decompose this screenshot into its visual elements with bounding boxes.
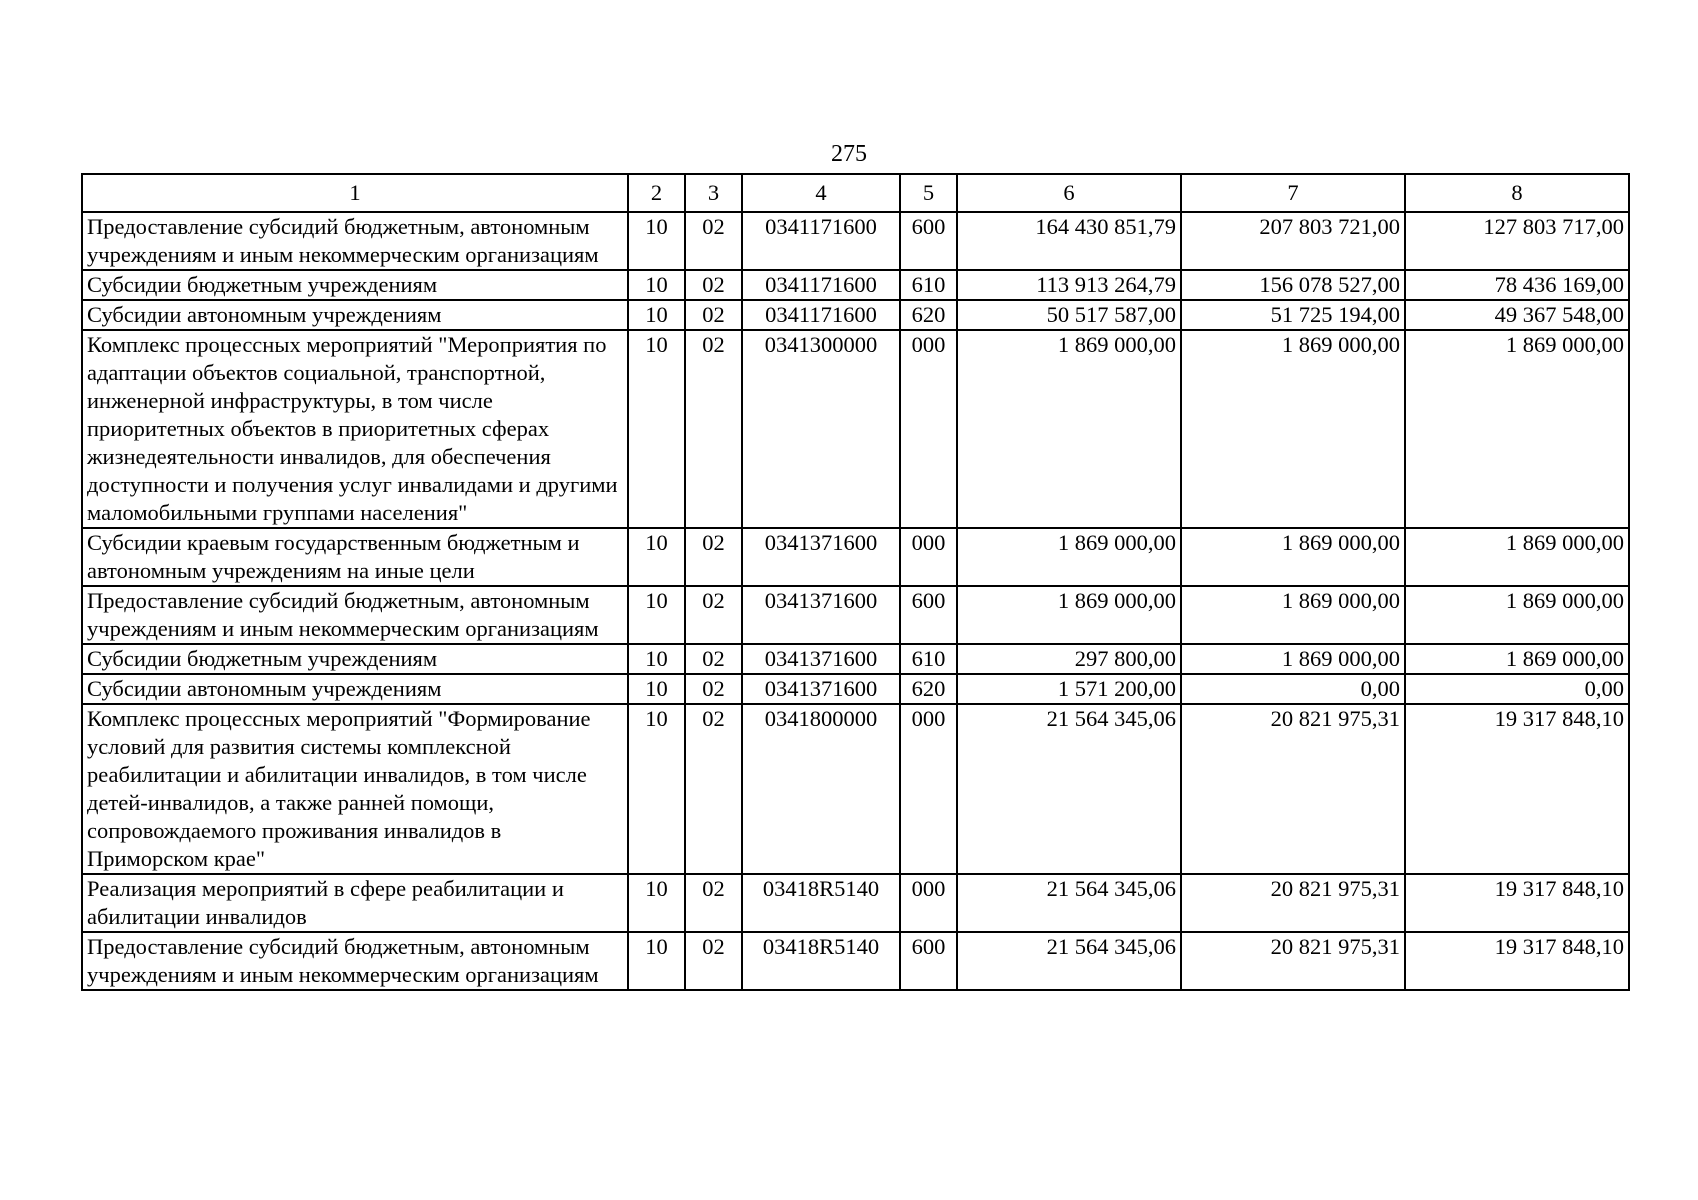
- table-row: [82, 932, 1629, 990]
- row-name: Комплекс процессных мероприятий "Мероприятия по адаптации объектов социальной, транспортной, инженерной инфраструктуры, в том числе приоритетных объектов в приоритетных сферах жизнедеятельности инвалидов, для обеспечения доступности и получения услуг инвалидами и другими маломобильными группами населения": [82, 330, 628, 528]
- table-row: [82, 644, 1629, 674]
- expense-type-code: 000: [900, 528, 957, 586]
- target-article-code: 0341371600: [742, 674, 900, 704]
- amount-col8: 19 317 848,10: [1405, 874, 1629, 932]
- row-name: Субсидии краевым государственным бюджетным и автономным учреждениям на иные цели: [82, 528, 628, 586]
- row-name: Субсидии бюджетным учреждениям: [82, 270, 628, 300]
- target-article-code: 0341171600: [742, 270, 900, 300]
- page-number: 275: [831, 141, 867, 167]
- expense-type-code: 600: [900, 932, 957, 990]
- target-article-code: 0341171600: [742, 300, 900, 330]
- row-name: Субсидии автономным учреждениям: [82, 674, 628, 704]
- section-code: 10: [628, 528, 685, 586]
- amount-col8: 49 367 548,00: [1405, 300, 1629, 330]
- amount-col6: 1 571 200,00: [957, 674, 1181, 704]
- amount-col8: 19 317 848,10: [1405, 932, 1629, 990]
- column-header: 4: [742, 174, 900, 212]
- section-code: 10: [628, 644, 685, 674]
- table-row: [82, 330, 1629, 528]
- subsection-code: 02: [685, 330, 742, 528]
- column-header: 7: [1181, 174, 1405, 212]
- subsection-code: 02: [685, 300, 742, 330]
- expense-type-code: 000: [900, 874, 957, 932]
- amount-col6: 113 913 264,79: [957, 270, 1181, 300]
- amount-col6: 21 564 345,06: [957, 932, 1181, 990]
- expense-type-code: 600: [900, 586, 957, 644]
- table-row: [82, 874, 1629, 932]
- expense-type-code: 610: [900, 270, 957, 300]
- subsection-code: 02: [685, 874, 742, 932]
- amount-col8: 78 436 169,00: [1405, 270, 1629, 300]
- column-header: 6: [957, 174, 1181, 212]
- row-name: Субсидии бюджетным учреждениям: [82, 644, 628, 674]
- amount-col7: 207 803 721,00: [1181, 212, 1405, 270]
- amount-col7: 20 821 975,31: [1181, 932, 1405, 990]
- subsection-code: 02: [685, 212, 742, 270]
- amount-col8: 19 317 848,10: [1405, 704, 1629, 874]
- section-code: 10: [628, 674, 685, 704]
- row-name: Субсидии автономным учреждениям: [82, 300, 628, 330]
- subsection-code: 02: [685, 528, 742, 586]
- section-code: 10: [628, 932, 685, 990]
- target-article-code: 0341300000: [742, 330, 900, 528]
- amount-col8: 1 869 000,00: [1405, 586, 1629, 644]
- amount-col7: 1 869 000,00: [1181, 586, 1405, 644]
- amount-col6: 1 869 000,00: [957, 586, 1181, 644]
- amount-col7: 1 869 000,00: [1181, 528, 1405, 586]
- amount-col7: 20 821 975,31: [1181, 704, 1405, 874]
- amount-col7: 0,00: [1181, 674, 1405, 704]
- budget-table: [81, 173, 1630, 991]
- expense-type-code: 600: [900, 212, 957, 270]
- amount-col8: 1 869 000,00: [1405, 644, 1629, 674]
- subsection-code: 02: [685, 704, 742, 874]
- table-row: [82, 300, 1629, 330]
- amount-col6: 164 430 851,79: [957, 212, 1181, 270]
- header-row: [82, 174, 1629, 212]
- expense-type-code: 620: [900, 300, 957, 330]
- row-name: Предоставление субсидий бюджетным, автономным учреждениям и иным некоммерческим организациям: [82, 932, 628, 990]
- section-code: 10: [628, 212, 685, 270]
- row-name: Комплекс процессных мероприятий "Формирование условий для развития системы комплексной реабилитации и абилитации инвалидов, в том числе детей-инвалидов, а также ранней помощи, сопровождаемого проживания инвалидов в Приморском крае": [82, 704, 628, 874]
- table-row: [82, 704, 1629, 874]
- target-article-code: 0341371600: [742, 528, 900, 586]
- amount-col6: 1 869 000,00: [957, 528, 1181, 586]
- amount-col7: 51 725 194,00: [1181, 300, 1405, 330]
- table-row: [82, 586, 1629, 644]
- expense-type-code: 610: [900, 644, 957, 674]
- amount-col6: 297 800,00: [957, 644, 1181, 674]
- table-row: [82, 270, 1629, 300]
- section-code: 10: [628, 330, 685, 528]
- amount-col6: 21 564 345,06: [957, 704, 1181, 874]
- subsection-code: 02: [685, 932, 742, 990]
- column-header: 1: [82, 174, 628, 212]
- amount-col8: 127 803 717,00: [1405, 212, 1629, 270]
- section-code: 10: [628, 874, 685, 932]
- row-name: Предоставление субсидий бюджетным, автономным учреждениям и иным некоммерческим организациям: [82, 586, 628, 644]
- amount-col6: 50 517 587,00: [957, 300, 1181, 330]
- table-row: [82, 212, 1629, 270]
- column-header: 8: [1405, 174, 1629, 212]
- amount-col6: 21 564 345,06: [957, 874, 1181, 932]
- column-header: 2: [628, 174, 685, 212]
- subsection-code: 02: [685, 674, 742, 704]
- amount-col7: 1 869 000,00: [1181, 330, 1405, 528]
- section-code: 10: [628, 704, 685, 874]
- column-header: 3: [685, 174, 742, 212]
- target-article-code: 03418R5140: [742, 874, 900, 932]
- expense-type-code: 000: [900, 330, 957, 528]
- column-header: 5: [900, 174, 957, 212]
- row-name: Предоставление субсидий бюджетным, автономным учреждениям и иным некоммерческим организациям: [82, 212, 628, 270]
- target-article-code: 03418R5140: [742, 932, 900, 990]
- section-code: 10: [628, 270, 685, 300]
- section-code: 10: [628, 586, 685, 644]
- subsection-code: 02: [685, 270, 742, 300]
- amount-col8: 0,00: [1405, 674, 1629, 704]
- table-row: [82, 674, 1629, 704]
- row-name: Реализация мероприятий в сфере реабилитации и абилитации инвалидов: [82, 874, 628, 932]
- amount-col8: 1 869 000,00: [1405, 330, 1629, 528]
- target-article-code: 0341800000: [742, 704, 900, 874]
- amount-col7: 20 821 975,31: [1181, 874, 1405, 932]
- expense-type-code: 620: [900, 674, 957, 704]
- table-row: [82, 528, 1629, 586]
- subsection-code: 02: [685, 586, 742, 644]
- target-article-code: 0341371600: [742, 586, 900, 644]
- target-article-code: 0341371600: [742, 644, 900, 674]
- amount-col7: 156 078 527,00: [1181, 270, 1405, 300]
- expense-type-code: 000: [900, 704, 957, 874]
- subsection-code: 02: [685, 644, 742, 674]
- amount-col8: 1 869 000,00: [1405, 528, 1629, 586]
- section-code: 10: [628, 300, 685, 330]
- amount-col7: 1 869 000,00: [1181, 644, 1405, 674]
- target-article-code: 0341171600: [742, 212, 900, 270]
- amount-col6: 1 869 000,00: [957, 330, 1181, 528]
